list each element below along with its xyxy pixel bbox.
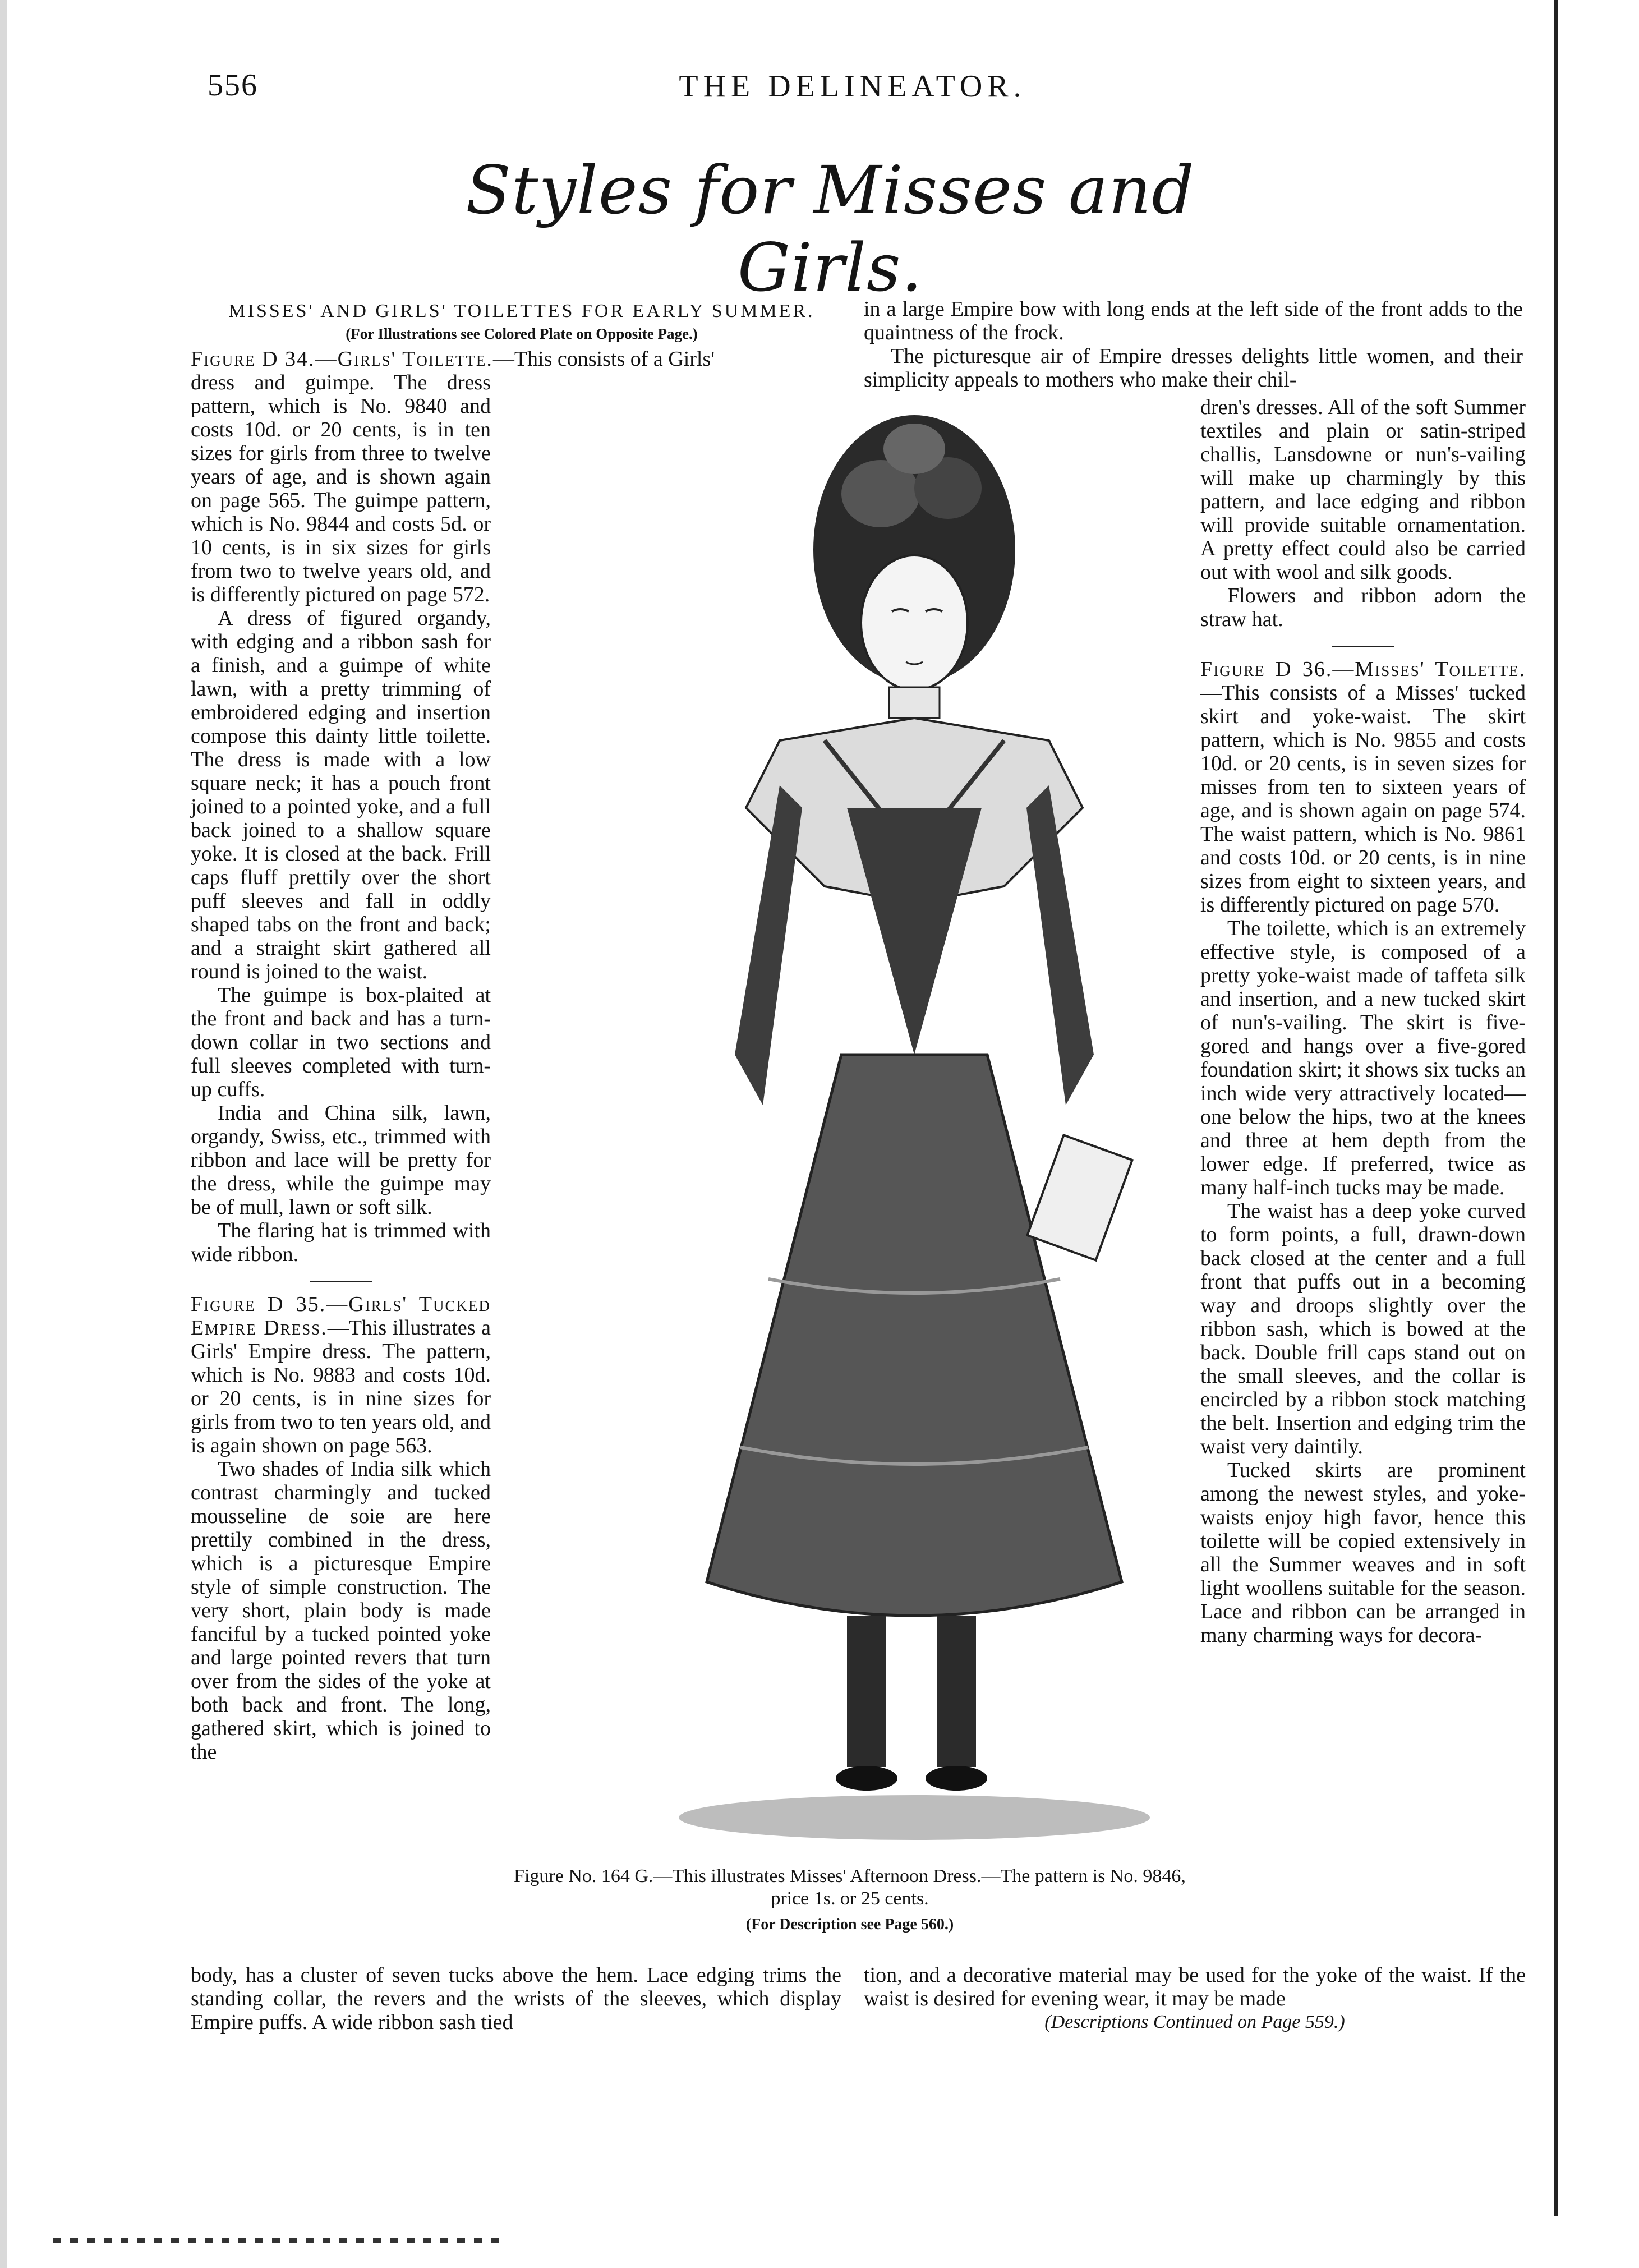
column-right-body (1200, 395, 1526, 631)
figure-d34-lead: Figure D 34.—Girls' Toilette.—This consists of a Girls' (191, 347, 715, 371)
paragraph: The toilette, which is an extremely effective style, is composed of a pretty yoke-waist made of taffeta silk and insertion, and a new tucked skirt of nun's-vailing. The skirt is five-gored and hangs over a five-gored foundation skirt; it shows six tucks an inch wide very attractively located—one below the hips, two at the knees and three at hem depth from the lower edge. If preferred, twice as many half-inch tucks may be made. (1200, 917, 1526, 1199)
paragraph: Two shades of India silk which contrast charmingly and tucked mousseline de soie are here prettily combined in the dress, which is a picturesque Empire style of simple construction. The very short, plain body is made fanciful by a tucked pointed yoke and large pointed revers that turn over from the sides of the yoke at both back and front. The long, gathered skirt, which is joined to the (191, 1457, 491, 1764)
page-border-line (1554, 0, 1558, 2216)
continued-note: (Descriptions Continued on Page 559.) (1044, 2012, 1345, 2032)
column-left (191, 300, 815, 1764)
fashion-illustration (656, 381, 1172, 1862)
paragraph: dren's dresses. All of the soft Summer textiles and plain or satin-striped challis, Lansdowne or nun's-vailing will make up charmingly by this pattern, and lace edging and ribbon will provide suitable ornamentation. A pretty effect could also be carried out with wool and silk goods. (1200, 395, 1526, 584)
scan-artifact (53, 2238, 502, 2243)
paragraph: dress and guimpe. The dress pattern, which is No. 9840 and costs 10d. or 20 cents, is in ten sizes for girls from three to twelve years of age, and is shown again on page 565. The guimpe pattern, which is No. 9844 and costs 5d. or 10 cents, is in six sizes for girls from two to twelve years old, and is differently pictured on page 572. (191, 371, 491, 606)
bottom-left-text: body, has a cluster of seven tucks above the hem. Lace edging trims the standing collar, the revers and the wrists of the sleeves, which display Empire puffs. A wide ribbon sash tied (191, 1963, 841, 2034)
column-right (1200, 395, 1526, 1647)
figure-d35-lead: Figure D 35.—Girls' Tucked Empire Dress. (191, 1292, 491, 1340)
article-subheading: (For Illustrations see Colored Plate on Opposite Page.) (346, 325, 698, 342)
paragraph: The picturesque air of Empire dresses delights little women, and their simplicity appeals to mothers who make their chil- (864, 344, 1523, 392)
paragraph: India and China silk, lawn, organdy, Swiss, etc., trimmed with ribbon and lace will be pretty for the dress, while the guimpe may be of mull, lawn or soft silk. (191, 1101, 491, 1219)
paragraph: Tucked skirts are prominent among the newest styles, and yoke-waists enjoy high favor, hence this toilette will be copied extensively in all the Summer weaves and in soft light woollens suitable for the season. Lace and ribbon can be arranged in many charming ways for decora- (1200, 1459, 1526, 1647)
paragraph: The flaring hat is trimmed with wide ribbon. (191, 1219, 491, 1266)
running-head: THE DELINEATOR. (679, 69, 1026, 104)
paragraph: in a large Empire bow with long ends at the left side of the front adds to the quaintness of the frock. (864, 297, 1523, 344)
column-right-top (864, 297, 1523, 392)
figure-d36-lead: Figure D 36.—Misses' Toilette. (1200, 657, 1526, 681)
bottom-right-text: tion, and a decorative material may be used for the yoke of the waist. If the waist is desired for evening wear, it may be made (Descriptions Continued on Page 559.) (864, 1963, 1526, 2034)
paragraph: The waist has a deep yoke curved to form points, a full, drawn-down back closed at the center and a full front that puffs out in a becoming way and droops slightly over the ribbon sash, which is bowed at the back. Double frill caps stand out on the small sleeves, and the collar is encircled by a ribbon stock matching the belt. Insertion and edging trim the waist very daintily. (1200, 1199, 1526, 1459)
paragraph: A dress of figured organdy, with edging and a ribbon sash for a finish, and a guimpe of white lawn, with a pretty trimming of embroidered edging and insertion compose this dainty little toilette. The dress is made with a low square neck; it has a pouch front joined to a pointed yoke, and a full back joined to a shallow square yoke. It is closed at the back. Frill caps fluff prettily over the short puff sleeves and fall in oddly shaped tabs on the front and back; and a straight skirt gathered all round is joined to the waist. (191, 606, 491, 983)
paragraph: Flowers and ribbon adorn the straw hat. (1200, 584, 1526, 631)
scan-edge (0, 0, 7, 2268)
figure-caption-sub: (For Description see Page 560.) (745, 1916, 954, 1933)
paragraph: The guimpe is box-plaited at the front and back and has a turn-down collar in two sections and full sleeves completed with turn-up cuffs. (191, 983, 491, 1101)
column-left-body (191, 371, 491, 1266)
page-number: 556 (208, 68, 258, 103)
section-divider (310, 1281, 372, 1282)
figure-d35-block: Figure D 35.—Girls' Tucked Empire Dress.—This illustrates a Girls' Empire dress. The pattern, which is No. 9883 and costs 10d. or 20 cents, is in nine sizes for girls from two to ten years old, and is again shown on page 563. Two shades of India silk which contrast charmingly and tucked mousseline de soie are here prettily combined in the dress, which is a picturesque Empire style of simple construction. The very short, plain body is made fanciful by a tucked pointed yoke and large pointed revers that turn over from the sides of the yoke at both back and front. The long, gathered skirt, which is joined to the (191, 1292, 491, 1764)
section-divider-2 (1332, 646, 1394, 647)
figure-d36-block: Figure D 36.—Misses' Toilette.—This consists of a Misses' tucked skirt and yoke-waist. The skirt pattern, which is No. 9855 and costs 10d. or 20 cents, is in seven sizes for misses from ten to sixteen years of age, and is shown again on page 574. The waist pattern, which is No. 9861 and costs 10d. or 20 cents, is in nine sizes from eight to sixteen years, and is differently pictured on page 570. The toilette, which is an extremely effective style, is composed of a pretty yoke-waist made of taffeta silk and insertion, and a new tucked skirt of nun's-vailing. The skirt is five-gored and hangs over a five-gored foundation skirt; it shows six tucks an inch wide very attractively located—one below the hips, two at the knees and three at hem depth from the lower edge. If preferred, twice as many half-inch tucks may be made. The waist has a deep yoke curved to form points, a full, drawn-down back closed at the center and a full front that puffs out in a becoming way and droops slightly over the ribbon sash, which is bowed at the back. Double frill caps stand out on the small sleeves, and the collar is encircled by a ribbon stock matching the belt. Insertion and edging trim the waist very daintily. Tucked skirts are prominent among the newest styles, and yoke-waists enjoy high favor, hence this toilette will be copied extensively in all the Summer weaves and in soft light woollens suitable for the season. Lace and ribbon can be arranged in many charming ways for decora- (1200, 657, 1526, 1647)
section-banner: Styles for Misses and Girls. (466, 151, 1195, 306)
figure-caption: Figure No. 164 G.—This illustrates Misses' Afternoon Dress.—The pattern is No. 9846, price 1s. or 25 cents. (For Description see Page 560.) (508, 1865, 1192, 1936)
article-heading: MISSES' AND GIRLS' TOILETTES FOR EARLY SUMMER. (228, 301, 815, 321)
